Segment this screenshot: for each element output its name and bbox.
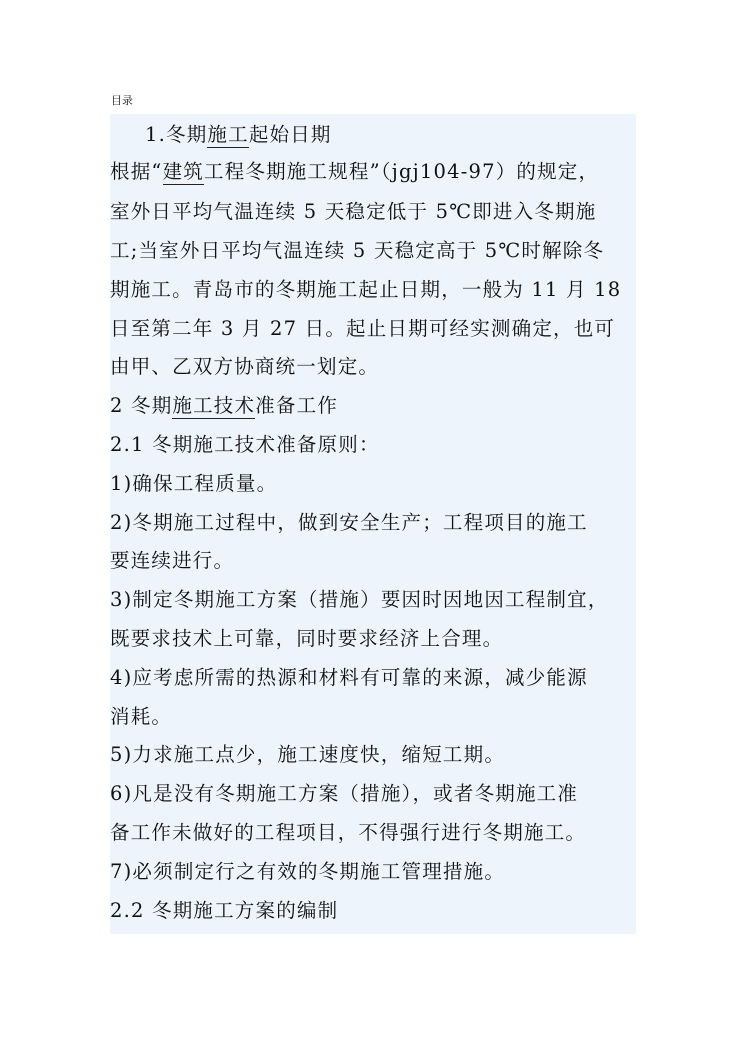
list-item: 3)制定冬期施工方案（措施）要因时因地因工程制宜，: [110, 588, 609, 611]
section2-1-heading: 2.1 冬期施工技术准备原则：: [110, 433, 380, 456]
list-item: 既要求技术上可靠，同时要求经济上合理。: [110, 627, 504, 650]
section1-para-line-5: 日至第二年 3 月 27 日。起止日期可经实测确定，也可: [110, 317, 616, 340]
list-item: 1)确保工程质量。: [110, 472, 278, 495]
section2-heading: [110, 393, 338, 419]
section1-para-line-6: 由甲、乙双方协商统一划定。: [110, 355, 380, 378]
list-item: 备工作未做好的工程项目，不得强行进行冬期施工。: [110, 821, 587, 844]
section2-2-heading: 2.2 冬期施工方案的编制: [110, 899, 339, 922]
section1-heading-suffix: 起始日期: [248, 123, 332, 146]
section1-para-first-prefix: 根据“: [110, 160, 163, 183]
toc-label: 目录: [111, 94, 133, 107]
list-item: 消耗。: [110, 705, 173, 728]
section2-heading-prefix: 2 冬期: [110, 394, 173, 417]
section1-para-first-underlined: 建筑: [162, 160, 204, 183]
section1-para-line-3: 工;当室外日平均气温连续 5 天稳定高于 5℃时解除冬: [110, 239, 605, 262]
section1-para-first-suffix: 工程冬期施工规程”（jgj104-97）的规定，: [203, 160, 600, 183]
section1-para-line-4: 期施工。青岛市的冬期施工起止日期，一般为 11 月 18: [110, 278, 622, 301]
section2-heading-suffix: 准备工作: [255, 394, 339, 417]
section2-heading-underlined: 施工技术: [172, 394, 256, 417]
list-item: 要连续进行。: [110, 549, 235, 572]
list-item: 2)冬期施工过程中，做到安全生产；工程项目的施工: [110, 511, 588, 534]
section1-para-line-2: 室外日平均气温连续 5 天稳定低于 5℃即进入冬期施: [110, 200, 597, 223]
section1-para-line-1: [110, 159, 599, 185]
list-item: 7)必须制定行之有效的冬期施工管理措施。: [110, 860, 506, 883]
section1-heading-underlined: 施工: [207, 123, 249, 146]
section1-heading: [145, 122, 332, 148]
list-item: 6)凡是没有冬期施工方案（措施），或者冬期施工准: [110, 782, 579, 805]
list-item: 4)应考虑所需的热源和材料有可靠的来源，减少能源: [110, 666, 588, 689]
section1-heading-prefix: 1.冬期: [145, 123, 208, 146]
list-item: 5)力求施工点少，施工速度快，缩短工期。: [110, 743, 506, 766]
